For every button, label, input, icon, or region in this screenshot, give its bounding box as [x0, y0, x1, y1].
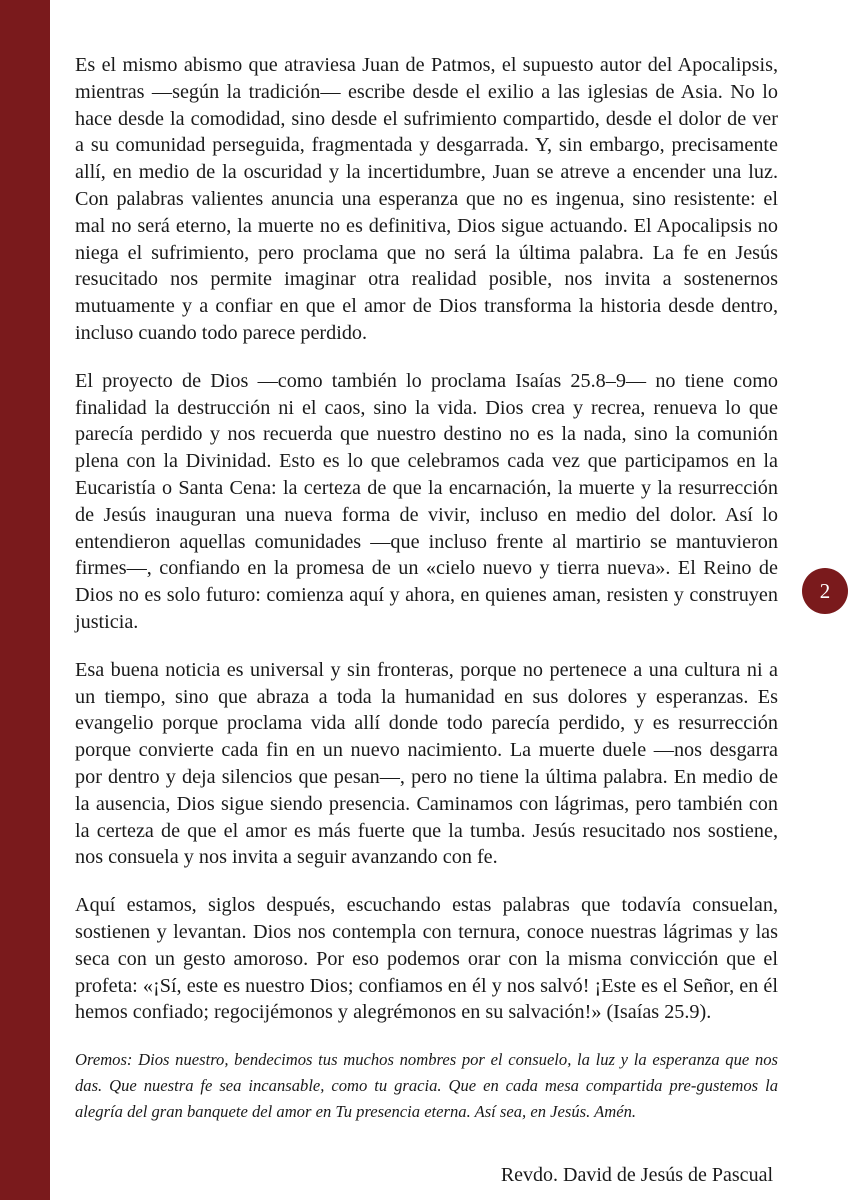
paragraph-4: Aquí estamos, siglos después, escuchando estas palabras que todavía consuelan, sostienen y levantan. Dios nos contempla con ternura, conoce nuestras lágrimas y las seca con un gesto amoroso. Por eso podemos orar con la misma convicción que el profeta: «¡Sí, este es nuestro Dios; confiamos en él y nos salvó! ¡Este es el Señor, en él hemos confiado; regocijémonos y alegrémonos en su salvación!» (Isaías 25.9).: [75, 894, 778, 1024]
document-body: [75, 52, 778, 1125]
author-signature: Revdo. David de Jesús de Pascual: [500, 1164, 773, 1186]
prayer-text: Oremos: Dios nuestro, bendecimos tus muchos nombres por el consuelo, la luz y la esperanza que nos das. Que nuestra fe sea incansable, como tu gracia. Que en cada mesa compartida pre-gustemos la alegría del gran banquete del amor en Tu presencia eterna. Así sea, en Jesús. Amén.: [75, 1050, 778, 1122]
page-number-badge: 2: [802, 568, 848, 614]
paragraph-3: Esa buena noticia es universal y sin fronteras, porque no pertenece a una cultura ni a un tiempo, sino que abraza a toda la humanidad en sus dolores y esperanzas. Es evangelio porque proclama vida allí donde todo parecía perdido, y es resurrección porque convierte cada fin en un nuevo nacimiento. La muerte duele —nos desgarra por dentro y deja silencios que pesan—, pero no tiene la última palabra. En medio de la ausencia, Dios sigue siendo presencia. Caminamos con lágrimas, pero también con la certeza de que el amor es más fuerte que la tumba. Jesús resucitado nos sostiene, nos consuela y nos invita a seguir avanzando con fe.: [75, 658, 778, 869]
left-accent-bar: [0, 0, 50, 1200]
paragraph-1: Es el mismo abismo que atraviesa Juan de Patmos, el supuesto autor del Apocalipsis, mientras —según la tradición— escribe desde el exilio a las iglesias de Asia. No lo hace desde la comodidad, sino desde el sufrimiento compartido, desde el dolor de ver a su comunidad perseguida, fragmentada y desgarrada. Y, sin embargo, precisamente allí, en medio de la oscuridad y la incertidumbre, Juan se atreve a encender una luz. Con palabras valientes anuncia una esperanza que no es ingenua, sino resistente: el mal no será eterno, la muerte no es definitiva, Dios sigue actuando. El Apocalipsis no niega el sufrimiento, pero proclama que no será la última palabra. La fe en Jesús resucitado nos permite imaginar otra realidad posible, nos invita a sostenernos mutuamente y a confiar en que el amor de Dios transforma la historia desde dentro, incluso cuando todo parece perdido.: [75, 54, 778, 344]
paragraph-2: El proyecto de Dios —como también lo proclama Isaías 25.8–9— no tiene como finalidad la destrucción ni el caos, sino la vida. Dios crea y recrea, renueva lo que parecía perdido y nos recuerda que nuestro destino no es la nada, sino la comunión plena con la Divinidad. Esto es lo que celebramos cada vez que participamos en la Eucaristía o Santa Cena: la certeza de que la encarnación, la muerte y la resurrección de Jesús inauguran una nueva forma de vivir, incluso en medio del dolor. Así lo entendieron aquellas comunidades —que incluso frente al martirio se mantuvieron firmes—, confiando en la promesa de un «cielo nuevo y tierra nueva». El Reino de Dios no es solo futuro: comienza aquí y ahora, en quienes aman, resisten y construyen justicia.: [75, 369, 778, 633]
